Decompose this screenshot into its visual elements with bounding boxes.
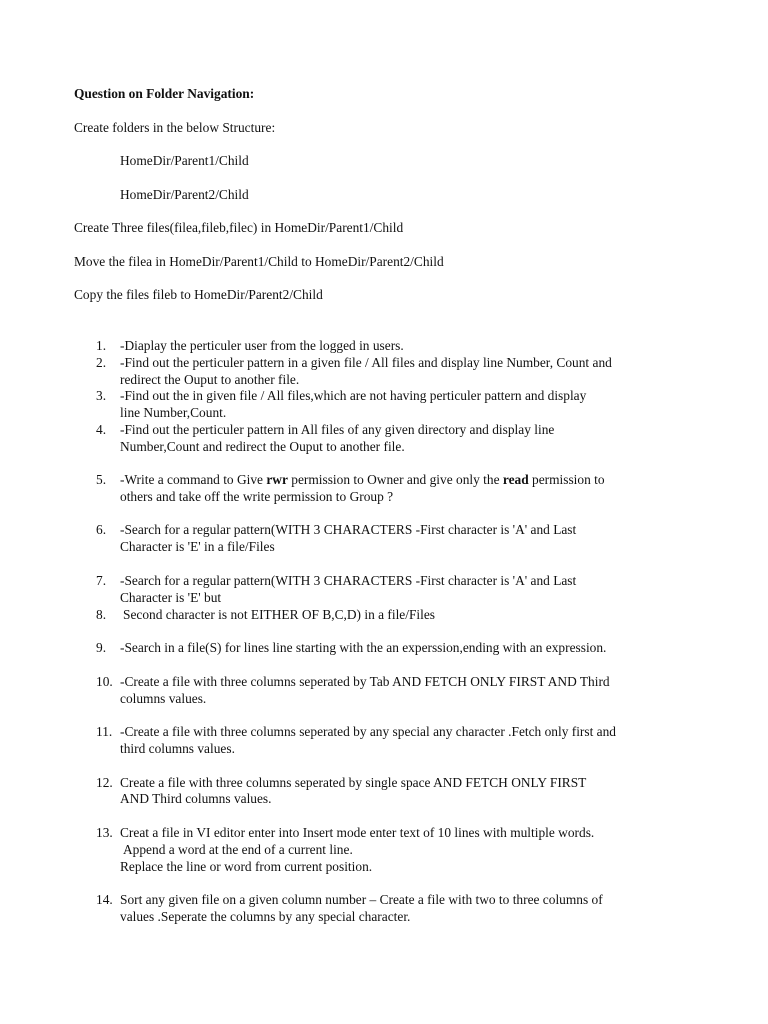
- list-item-number: 1.: [96, 338, 107, 353]
- intro-move: Move the filea in HomeDir/Parent1/Child to HomeDir/Parent2/Child: [74, 254, 444, 269]
- list-item-text: -Find out the perticuler pattern in a given file / All files and display line Number, Count and: [120, 355, 612, 370]
- list-item-text: Append a word at the end of a current line.: [123, 842, 353, 857]
- list-item-number: 2.: [96, 355, 107, 370]
- list-item-number: 9.: [96, 640, 107, 655]
- text-run: permission to: [528, 472, 605, 487]
- list-item-text: -Create a file with three columns seperated by Tab AND FETCH ONLY FIRST AND Third: [120, 674, 610, 689]
- list-item-text: -Search for a regular pattern(WITH 3 CHARACTERS -First character is 'A' and Last: [120, 522, 577, 537]
- list-item-number: 13.: [96, 825, 113, 840]
- list-item-number: 5.: [96, 472, 107, 487]
- list-item-number: 11.: [96, 724, 113, 739]
- list-item-text: -Search for a regular pattern(WITH 3 CHARACTERS -First character is 'A' and Last: [120, 573, 577, 588]
- intro-create-folders: Create folders in the below Structure:: [74, 120, 276, 135]
- list-item-number: 4.: [96, 422, 107, 437]
- list-item-text: Number,Count and redirect the Ouput to another file.: [120, 439, 405, 454]
- page-title: Question on Folder Navigation:: [74, 86, 255, 101]
- intro-copy: Copy the files fileb to HomeDir/Parent2/Child: [74, 287, 323, 302]
- list-item-text: Replace the line or word from current position.: [120, 859, 373, 874]
- list-item-text: [120, 472, 605, 488]
- intro-path-1: HomeDir/Parent1/Child: [120, 153, 249, 168]
- list-item-number: 14.: [96, 892, 113, 907]
- list-item-text: -Find out the perticuler pattern in All files of any given directory and display line: [120, 422, 555, 437]
- list-item-text: columns values.: [120, 691, 207, 706]
- list-item-number: 10.: [96, 674, 113, 689]
- list-item-number: 8.: [96, 607, 107, 622]
- list-item-text: others and take off the write permission to Group ?: [120, 489, 394, 504]
- list-item-text: Second character is not EITHER OF B,C,D) in a file/Files: [123, 607, 436, 622]
- list-item-text: -Create a file with three columns seperated by any special any character .Fetch only first and: [120, 724, 616, 739]
- list-item-text: AND Third columns values.: [120, 791, 272, 806]
- list-item-text: Sort any given file on a given column number – Create a file with two to three columns of: [120, 892, 603, 907]
- read-bold: read: [502, 472, 529, 487]
- list-item-number: 7.: [96, 573, 107, 588]
- list-item-text: Character is 'E' in a file/Files: [120, 539, 275, 554]
- list-item-text: Create a file with three columns seperated by single space AND FETCH ONLY FIRST: [120, 775, 587, 790]
- list-item-number: 3.: [96, 388, 107, 403]
- list-item-text: -Find out the in given file / All files,which are not having perticuler pattern and display: [120, 388, 587, 403]
- text-run: -Write a command to Give: [120, 472, 267, 487]
- rwr-bold: rwr: [266, 472, 288, 487]
- list-item-text: third columns values.: [120, 741, 235, 756]
- list-item-text: line Number,Count.: [120, 405, 227, 420]
- intro-path-2: HomeDir/Parent2/Child: [120, 187, 249, 202]
- list-item-text: redirect the Ouput to another file.: [120, 372, 300, 387]
- intro-create-files: Create Three files(filea,fileb,filec) in HomeDir/Parent1/Child: [74, 220, 404, 235]
- list-item-text: -Search in a file(S) for lines line starting with the an experssion,ending with an expression.: [120, 640, 607, 655]
- text-run: permission to Owner and give only the: [287, 472, 503, 487]
- list-item-text: Character is 'E' but: [120, 590, 222, 605]
- list-item-text: values .Seperate the columns by any special character.: [120, 909, 411, 924]
- list-item-number: 6.: [96, 522, 107, 537]
- list-item-text: -Diaplay the perticuler user from the logged in users.: [120, 338, 404, 353]
- list-item-number: 12.: [96, 775, 113, 790]
- list-item-text: Creat a file in VI editor enter into Insert mode enter text of 10 lines with multiple words.: [120, 825, 595, 840]
